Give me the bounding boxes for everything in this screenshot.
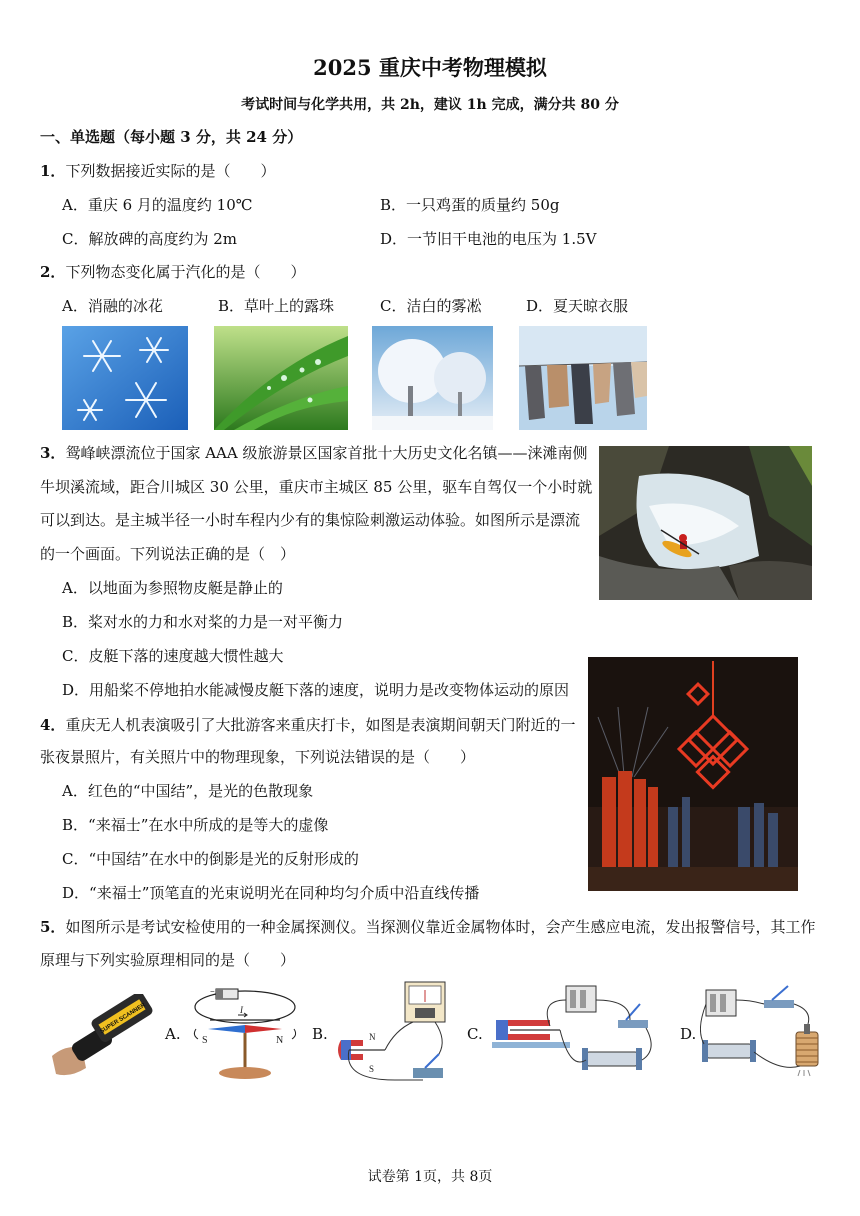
current-label: I [240,1005,243,1015]
q1-option-d: D．一节旧干电池的电压为 1.5V [380,230,597,248]
page-footer: 试卷第 1页，共 8页 [367,1169,493,1185]
magnet-n-label: N [369,1032,376,1042]
dewdrop-grass-image [214,326,348,430]
question-number: 1． [40,162,66,180]
q1-option-a: A．重庆 6 月的温度约 10℃ [62,196,253,214]
question-4-line-2: 张夜景照片，有关照片中的物理现象，下列说法错误的是（ ） [40,748,476,766]
svg-text:−: − [210,987,215,996]
q4-option-d: D．“来福士”顶笔直的光束说明光在同种均匀介质中沿直线传播 [62,884,480,902]
question-3-line-2: 牛坝溪流域，距合川城区 30 公里，重庆市主城区 85 公里，驱车自驾仅一个小时就 [40,478,593,496]
q2-option-c: C．洁白的雾凇 [380,297,482,315]
q5-option-b-label: B. [312,1025,328,1043]
laundry-image [519,326,647,430]
question-3-line-1: 3．鸳峰峡漂流位于国家 AAA 级旅游景区国家首批十大历史文化名镇——涞滩南侧 [40,444,588,462]
exam-info: 考试时间与化学共用，共 2h，建议 1h 完成，满分共 80 分 [241,97,619,113]
q2-option-d: D．夏天晾衣服 [526,297,629,315]
rime-tree-image [372,326,493,430]
q5-option-c-label: C. [467,1025,483,1043]
q4-option-a: A．红色的“中国结”，是光的色散现象 [62,782,314,800]
q1-option-c: C．解放碑的高度约为 2m [62,230,238,248]
question-3-line-4: 的一个画面。下列说法正确的是（ ） [40,545,296,563]
question-stem: 下列物态变化属于汽化的是（ ） [65,263,306,281]
page-title: 2025 重庆中考物理模拟 [313,55,547,80]
question-number: 2． [40,263,66,281]
q4-option-b: B．“来福士”在水中所成的是等大的虚像 [62,816,329,834]
question-number: 4． [40,716,66,734]
question-5-line-1: 5．如图所示是考试安检使用的一种金属探测仪。当探测仪靠近金属物体时，会产生感应电流，发出报警信号，其工作 [40,918,816,936]
motor-circuit-figure [490,980,660,1080]
question-number: 3． [40,444,66,462]
detector-brand-label: SUPER SCANNER [99,1002,147,1036]
q2-option-b: B．草叶上的露珠 [218,297,335,315]
question-4-line-1: 4．重庆无人机表演吸引了大批游客来重庆打卡，如图是表演期间朝天门附近的一 [40,716,576,734]
question-2 [40,263,305,281]
q3-option-a: A．以地面为参照物皮艇是静止的 [62,579,283,597]
snowflake-image [62,326,188,430]
q3-option-d: D．用船桨不停地拍水能减慢皮艇下落的速度，说明力是改变物体运动的原因 [62,681,570,699]
question-3-line-3: 可以到达。是主城半径一小时车程内少有的集惊险刺激运动体验。如图所示是漂流 [40,511,581,529]
question-1 [40,162,275,180]
question-stem: 下列数据接近实际的是（ ） [65,162,276,180]
question-5-line-2: 原理与下列实验原理相同的是（ ） [40,951,296,969]
q1-option-b: B．一只鸡蛋的质量约 50g [380,196,560,214]
section-title: 一、单选题（每小题 3 分，共 24 分） [40,128,303,146]
electromagnetic-induction-figure [335,980,455,1084]
drone-show-image [588,657,798,891]
q2-option-a: A．消融的冰花 [62,297,163,315]
q3-option-b: B．桨对水的力和水对桨的力是一对平衡力 [62,613,344,631]
compass-s-label: S [202,1035,208,1046]
q4-option-c: C．“中国结”在水中的倒影是光的反射形成的 [62,850,359,868]
metal-detector-image [52,994,156,1078]
rafting-image [599,446,812,600]
magnet-s-label: S [369,1064,375,1074]
q5-option-d-label: D. [680,1025,697,1043]
q3-option-c: C．皮艇下落的速度越大惯性越大 [62,647,284,665]
q5-option-a-label: A. [165,1025,181,1043]
compass-n-label: N [276,1035,284,1046]
question-number: 5． [40,918,66,936]
oersted-experiment-figure [190,985,300,1081]
electromagnet-circuit-figure [700,980,825,1080]
